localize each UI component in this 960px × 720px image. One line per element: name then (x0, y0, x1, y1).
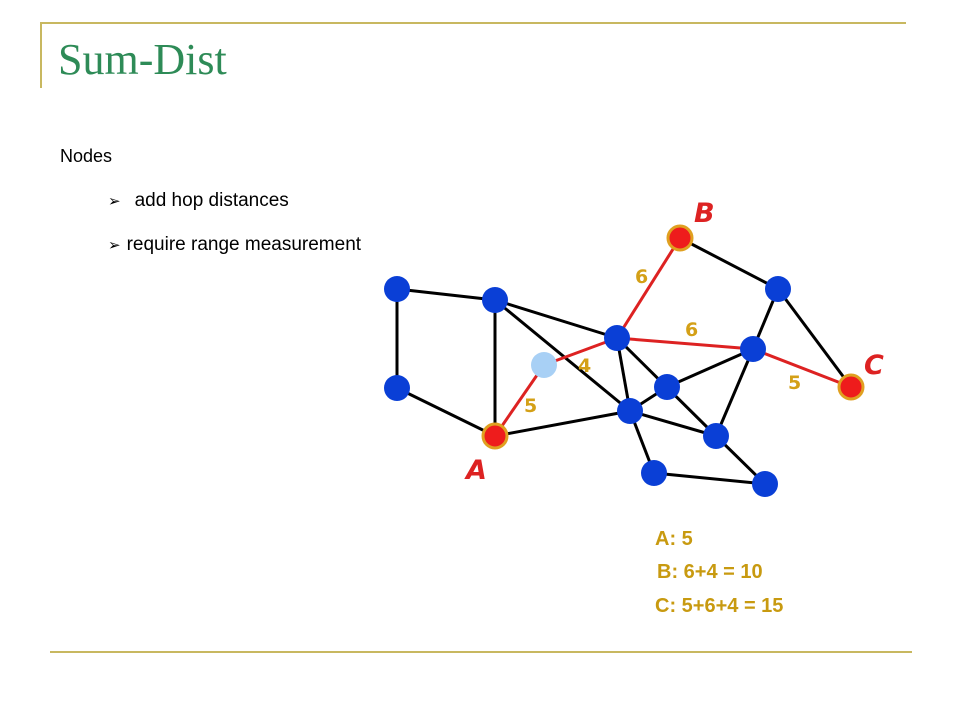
anchor-label-c: C (864, 350, 884, 381)
slide-title: Sum-Dist (58, 35, 227, 84)
node (384, 375, 410, 401)
bullet-text: add hop distances (134, 190, 289, 211)
edge-weight-label: 6 (685, 319, 699, 341)
edge (680, 238, 778, 289)
node (765, 276, 791, 302)
anchor-node-c (839, 375, 863, 399)
node (703, 423, 729, 449)
node (384, 276, 410, 302)
anchor-node-b (668, 226, 692, 250)
unknown-node (531, 352, 557, 378)
bullet-text: require range measurement (126, 234, 362, 255)
result-b: B: 6+4 = 10 (657, 561, 763, 583)
edge-weight-label: 4 (578, 355, 592, 377)
graph-nodes (384, 226, 863, 497)
edge-measured (617, 238, 680, 338)
edge (654, 473, 765, 484)
result-a: A: 5 (655, 528, 693, 550)
graph-edges (397, 238, 851, 484)
node (752, 471, 778, 497)
arrow-bullet-icon: ➢ (108, 193, 121, 210)
edge-weight-label: 5 (524, 395, 538, 417)
nodes-heading: Nodes (60, 146, 113, 166)
anchor-label-b: B (694, 198, 715, 229)
node (654, 374, 680, 400)
edge-weight-label: 6 (635, 266, 649, 288)
result-c: C: 5+6+4 = 15 (655, 595, 784, 617)
edge (495, 300, 617, 338)
node (641, 460, 667, 486)
anchor-node-a (483, 424, 507, 448)
node (482, 287, 508, 313)
anchor-label-a: A (466, 455, 487, 486)
edge (397, 289, 495, 300)
edge (495, 300, 630, 411)
node (617, 398, 643, 424)
edge-weight-label: 5 (788, 372, 802, 394)
edge (397, 388, 495, 436)
edge (495, 411, 630, 436)
arrow-bullet-icon: ➢ (108, 237, 121, 254)
node (604, 325, 630, 351)
node (740, 336, 766, 362)
